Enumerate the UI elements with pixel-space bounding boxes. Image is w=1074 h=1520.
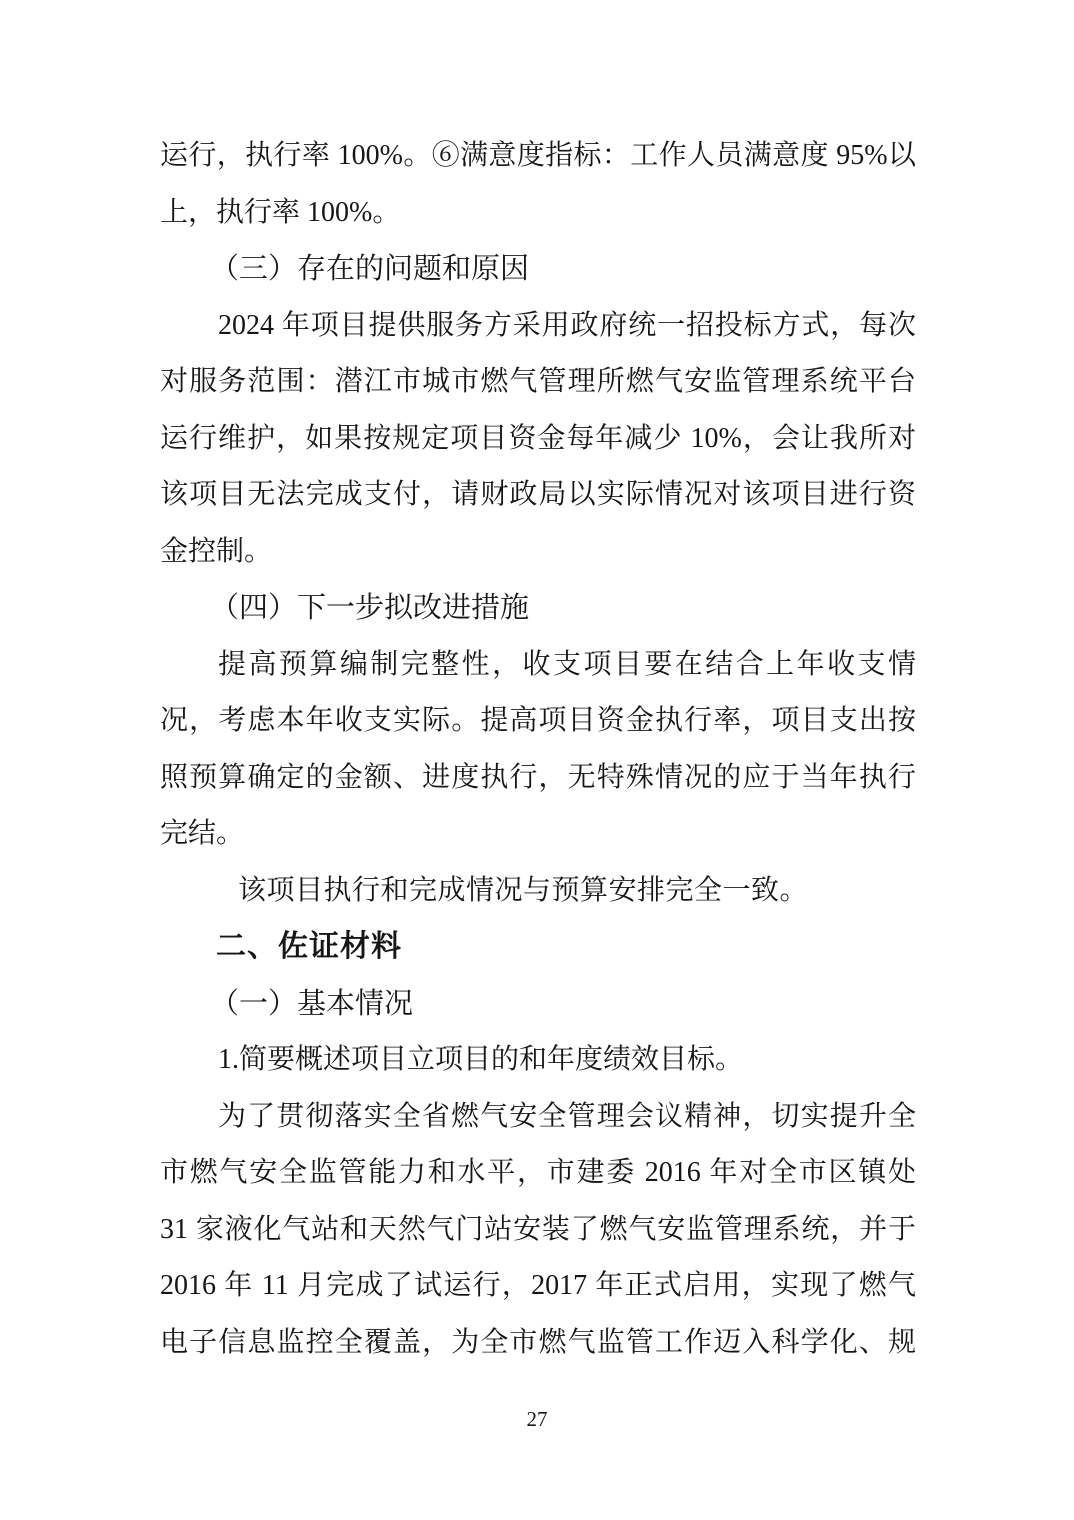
text-line: 运行，执行率 100%。⑥满意度指标：工作人员满意度 95%以 [160,140,916,171]
subheading [160,976,916,1033]
text-line: 电子信息监控全覆盖，为全市燃气监管工作迈入科学化、规 [160,1326,916,1358]
text-line: （一）基本情况 [210,987,414,1020]
text-line: 完结。 [160,818,245,849]
paragraph [160,1032,916,1089]
subheading [160,241,916,298]
text-line: 对服务范围：潜江市城市燃气管理所燃气安监管理系统平台 [160,366,916,397]
text-line: 为了贯彻落实全省燃气安全管理会议精神，切实提升全 [218,1100,916,1132]
paragraph-wide-indent [160,863,916,920]
text-line: 2024 年项目提供服务方采用政府统一招投标方式，每次 [218,309,916,341]
text-line: 提高预算编制完整性，收支项目要在结合上年收支情 [218,648,916,680]
text-line: 照预算确定的金额、进度执行，无特殊情况的应于当年执行 [160,761,916,793]
text-line: 金控制。 [160,535,273,567]
subheading [160,580,916,637]
document-body [160,128,916,1371]
text-line: 二、佐证材料 [216,930,402,963]
text-line: 市燃气安全监管能力和水平，市建委 2016 年对全市区镇处 [160,1157,916,1188]
text-line: 1.简要概述项目立项目的和年度绩效目标。 [218,1044,744,1075]
text-line: 31 家液化气站和天然气门站安装了燃气安监管理系统，并于 [160,1213,916,1245]
text-line: 2016 年 11 月完成了试运行，2017 年正式启用，实现了燃气 [160,1270,916,1301]
text-line: （四）下一步拟改进措施 [210,592,530,624]
paragraph [160,637,916,863]
text-line: （三）存在的问题和原因 [210,253,530,285]
text-line: 况，考虑本年收支实际。提高项目资金执行率，项目支出按 [160,705,916,736]
text-line: 运行维护，如果按规定项目资金每年减少 10%，会让我所对 [160,422,916,454]
text-line: 上，执行率 100%。 [160,196,401,228]
paragraph [160,1089,916,1372]
page-number: 27 [526,1407,548,1431]
page-footer [0,1404,1074,1434]
section-heading [160,919,916,976]
paragraph [160,298,916,581]
text-line: 该项目执行和完成情况与预算安排完全一致。 [238,874,809,906]
text-line: 该项目无法完成支付，请财政局以实际情况对该项目进行资 [160,479,916,510]
paragraph-continuation [160,128,916,241]
